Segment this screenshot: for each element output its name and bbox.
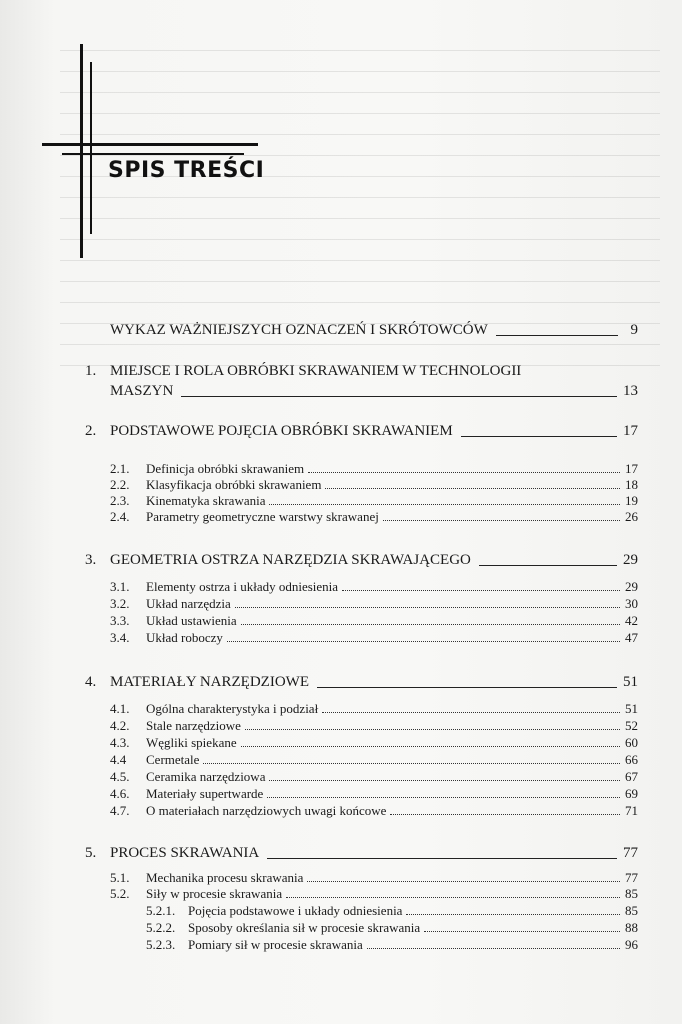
leader-line	[317, 687, 617, 688]
section-page-number: 60	[625, 735, 638, 750]
section-number: 3.2.	[110, 596, 130, 611]
toc-page-number: 17	[623, 423, 638, 439]
section-page-number: 88	[625, 920, 638, 935]
toc-entry-title: MATERIAŁY NARZĘDZIOWE	[110, 674, 309, 690]
section-page-number: 30	[625, 596, 638, 611]
dot-leader	[241, 746, 620, 747]
toc-entry-title-cont: MASZYN	[110, 383, 174, 399]
leader-line	[267, 858, 617, 859]
section-title: Węgliki spiekane	[146, 735, 237, 750]
section-number: 4.6.	[110, 786, 130, 801]
section-page-number: 67	[625, 769, 638, 784]
dot-leader	[245, 729, 620, 730]
toc-section[interactable]	[110, 718, 638, 733]
toc-section[interactable]	[110, 752, 638, 767]
toc-section[interactable]	[110, 886, 638, 901]
chapter-number: 3.	[85, 552, 97, 568]
toc-page-number: 51	[623, 674, 638, 690]
section-title: Materiały supertwarde	[146, 786, 264, 801]
section-number: 5.1.	[110, 870, 130, 885]
dot-leader	[322, 712, 620, 713]
toc-page-number: 29	[623, 552, 638, 568]
section-title: Siły w procesie skrawania	[146, 886, 283, 901]
leader-line	[461, 436, 617, 437]
section-title: Stale narzędziowe	[146, 718, 241, 733]
toc-entry-title: WYKAZ WAŻNIEJSZYCH OZNACZEŃ I SKRÓTOWCÓW	[110, 322, 488, 338]
toc-chapter-2[interactable]	[85, 422, 638, 440]
decorative-horizontal-line-inner	[62, 153, 244, 155]
section-page-number: 26	[625, 509, 638, 524]
toc-chapter-5[interactable]	[85, 844, 638, 862]
toc-section[interactable]	[110, 579, 638, 594]
toc-section[interactable]	[110, 870, 638, 885]
section-page-number: 19	[625, 493, 638, 508]
toc-entry-title: GEOMETRIA OSTRZA NARZĘDZIA SKRAWAJĄCEGO	[110, 552, 471, 568]
toc-chapter-1-line2[interactable]	[110, 382, 638, 400]
section-number: 2.4.	[110, 509, 130, 524]
toc-section[interactable]	[110, 786, 638, 801]
dot-leader	[342, 590, 620, 591]
page-title: SPIS TREŚCI	[108, 158, 265, 183]
dot-leader	[383, 520, 620, 521]
section-number: 4.3.	[110, 735, 130, 750]
dot-leader	[390, 814, 620, 815]
section-title: Mechanika procesu skrawania	[146, 870, 304, 885]
toc-entry-title: PODSTAWOWE POJĘCIA OBRÓBKI SKRAWANIEM	[110, 423, 453, 439]
section-number: 4.5.	[110, 769, 130, 784]
decorative-horizontal-line	[42, 143, 258, 146]
subsection-title: Pojęcia podstawowe i układy odniesienia	[188, 903, 403, 918]
toc-page-number: 13	[623, 383, 638, 399]
section-page-number: 96	[625, 937, 638, 952]
dot-leader	[367, 948, 620, 949]
section-page-number: 69	[625, 786, 638, 801]
subsection-number: 5.2.1.	[146, 903, 176, 918]
section-title: Kinematyka skrawania	[146, 493, 266, 508]
section-page-number: 51	[625, 701, 638, 716]
dot-leader	[235, 607, 620, 608]
dot-leader	[424, 931, 620, 932]
dot-leader	[241, 624, 620, 625]
subsection-title: Sposoby określania sił w procesie skrawania	[188, 920, 421, 935]
section-title: Ceramika narzędziowa	[146, 769, 266, 784]
dot-leader	[267, 797, 620, 798]
dot-leader	[307, 881, 620, 882]
toc-subsection[interactable]	[146, 937, 638, 952]
toc-section[interactable]	[110, 701, 638, 716]
dot-leader	[269, 504, 620, 505]
dot-leader	[227, 641, 620, 642]
toc-entry-title: MIEJSCE I ROLA OBRÓBKI SKRAWANIEM W TECHNOLOGII	[110, 363, 522, 379]
dot-leader	[325, 488, 620, 489]
section-number: 4.4	[110, 752, 127, 767]
toc-section[interactable]	[110, 735, 638, 750]
section-title: Układ roboczy	[146, 630, 223, 645]
section-page-number: 85	[625, 886, 638, 901]
section-page-number: 17	[625, 461, 638, 476]
section-title: Elementy ostrza i układy odniesienia	[146, 579, 339, 594]
leader-line	[181, 396, 617, 397]
chapter-number: 2.	[85, 423, 97, 439]
section-title: Układ narzędzia	[146, 596, 231, 611]
leader-line	[479, 565, 617, 566]
section-number: 2.2.	[110, 477, 130, 492]
section-number: 3.3.	[110, 613, 130, 628]
section-page-number: 52	[625, 718, 638, 733]
section-number: 3.1.	[110, 579, 130, 594]
section-page-number: 29	[625, 579, 638, 594]
dot-leader	[286, 897, 620, 898]
subsection-number: 5.2.2.	[146, 920, 176, 935]
dot-leader	[203, 763, 620, 764]
section-page-number: 18	[625, 477, 638, 492]
toc-subsection[interactable]	[146, 920, 638, 935]
toc-page-number: 9	[630, 322, 638, 338]
toc-entry-title: PROCES SKRAWANIA	[110, 845, 260, 861]
section-title: Klasyfikacja obróbki skrawaniem	[146, 477, 322, 492]
toc-chapter-1-line1[interactable]	[85, 362, 638, 380]
section-page-number: 77	[625, 870, 638, 885]
toc-section[interactable]	[110, 477, 638, 492]
chapter-number: 1.	[85, 363, 97, 379]
decorative-vertical-line	[80, 44, 83, 258]
section-number: 2.3.	[110, 493, 130, 508]
section-title: O materiałach narzędziowych uwagi końcowe	[146, 803, 387, 818]
toc-section[interactable]	[110, 596, 638, 611]
leader-line	[496, 335, 618, 336]
toc-section[interactable]	[110, 461, 638, 476]
section-number: 4.7.	[110, 803, 130, 818]
toc-page-number: 77	[623, 845, 638, 861]
section-number: 4.1.	[110, 701, 130, 716]
chapter-number: 5.	[85, 845, 97, 861]
toc-section[interactable]	[110, 613, 638, 628]
toc-chapter-4[interactable]	[85, 673, 638, 691]
section-number: 3.4.	[110, 630, 130, 645]
toc-section[interactable]	[110, 493, 638, 508]
dot-leader	[308, 472, 620, 473]
section-page-number: 66	[625, 752, 638, 767]
section-page-number: 85	[625, 903, 638, 918]
section-title: Układ ustawienia	[146, 613, 237, 628]
section-number: 2.1.	[110, 461, 130, 476]
toc-chapter-3[interactable]	[85, 551, 638, 569]
section-number: 5.2.	[110, 886, 130, 901]
dot-leader	[406, 914, 620, 915]
decorative-vertical-line-inner	[90, 62, 92, 234]
toc-entry-abbreviations[interactable]	[110, 321, 638, 339]
section-number: 4.2.	[110, 718, 130, 733]
toc-section[interactable]	[110, 509, 638, 524]
chapter-number: 4.	[85, 674, 97, 690]
section-title: Cermetale	[146, 752, 200, 767]
subsection-number: 5.2.3.	[146, 937, 176, 952]
subsection-title: Pomiary sił w procesie skrawania	[188, 937, 363, 952]
section-page-number: 47	[625, 630, 638, 645]
toc-subsection[interactable]	[146, 903, 638, 918]
toc-section[interactable]	[110, 803, 638, 818]
toc-section[interactable]	[110, 769, 638, 784]
section-page-number: 71	[625, 803, 638, 818]
section-title: Parametry geometryczne warstwy skrawanej	[146, 509, 379, 524]
dot-leader	[269, 780, 620, 781]
section-title: Definicja obróbki skrawaniem	[146, 461, 305, 476]
section-page-number: 42	[625, 613, 638, 628]
section-title: Ogólna charakterystyka i podział	[146, 701, 319, 716]
toc-section[interactable]	[110, 630, 638, 645]
